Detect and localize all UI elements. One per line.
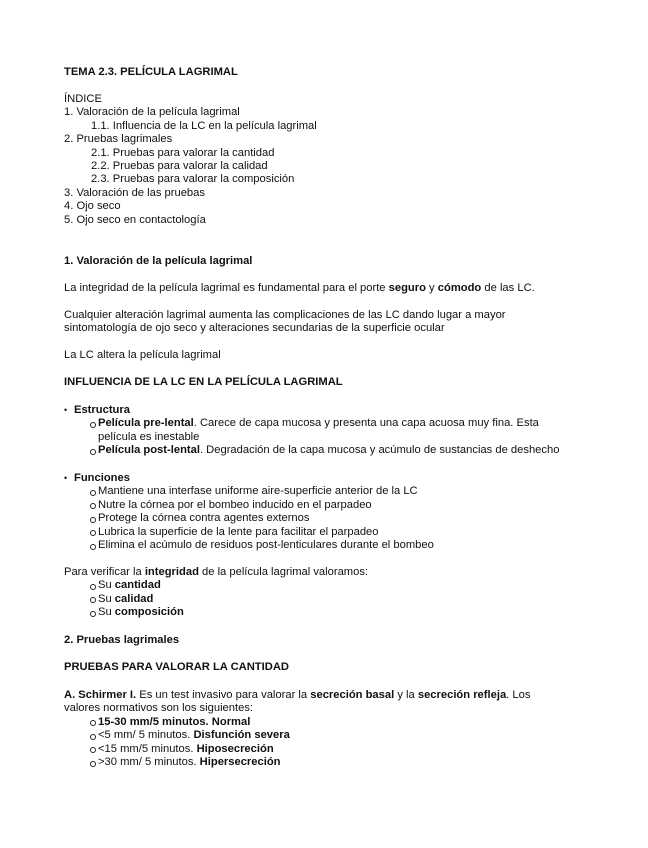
index xyxy=(64,93,608,227)
index-item: 2. Pruebas lagrimales xyxy=(64,133,173,146)
sub-item: Lubrica la superficie de la lente para facilitar el parpadeo xyxy=(64,526,608,539)
sub-item: Su cantidad xyxy=(64,579,608,592)
sub-item: <15 mm/5 minutos. Hiposecreción xyxy=(64,743,608,756)
sub-item: 15-30 mm/5 minutos. Normal xyxy=(64,716,608,729)
sub-item: Película post-lental. Degradación de la capa mucosa y acúmulo de sustancias de deshecho xyxy=(64,444,608,457)
sub-item: <5 mm/ 5 minutos. Disfunción severa xyxy=(64,729,608,742)
estructura-list xyxy=(64,404,608,458)
sub-item: Nutre la córnea por el bombeo inducido en el parpadeo xyxy=(64,499,608,512)
index-item: 3. Valoración de las pruebas xyxy=(64,186,205,199)
sub-item: Mantiene una interfase uniforme aire-superficie anterior de la LC xyxy=(64,485,608,498)
sub-item: Protege la córnea contra agentes externos xyxy=(64,512,608,525)
index-item: 4. Ojo seco xyxy=(64,200,121,213)
index-item: 5. Ojo seco en contactología xyxy=(64,213,206,226)
bullet-item: • Funciones xyxy=(64,472,608,485)
sub-item: Elimina el acúmulo de residuos post-lenticulares durante el bombeo xyxy=(64,539,608,552)
cantidad-heading: PRUEBAS PARA VALORAR LA CANTIDAD xyxy=(64,661,289,673)
sub-item: Su calidad xyxy=(64,593,608,606)
page-title: TEMA 2.3. PELÍCULA LAGRIMAL xyxy=(64,66,238,78)
paragraph: A. Schirmer I. Es un test invasivo para valorar la secreción basal y la secreción refleja. Los valores normativos son los siguientes: xyxy=(64,689,531,715)
index-item: 1. Valoración de la película lagrimal xyxy=(64,106,240,119)
sub-item: >30 mm/ 5 minutos. Hipersecreción xyxy=(64,756,608,769)
index-item: 2.1. Pruebas para valorar la cantidad xyxy=(91,146,275,159)
verificar-block xyxy=(64,566,608,620)
schirmer-block xyxy=(64,689,608,769)
paragraph: Cualquier alteración lagrimal aumenta las complicaciones de las LC dando lugar a mayor sintomatología de ojo seco y alteraciones secundarias de la superficie ocular xyxy=(64,309,506,335)
index-item: 2.2. Pruebas para valorar la calidad xyxy=(91,160,268,173)
index-heading: ÍNDICE xyxy=(64,93,102,105)
paragraph: La LC altera la película lagrimal xyxy=(64,349,221,361)
paragraph: La integridad de la película lagrimal es fundamental para el porte seguro y cómodo de las LC. xyxy=(64,282,535,294)
paragraph: Para verificar la integridad de la película lagrimal valoramos: xyxy=(64,566,369,578)
section-2-heading: 2. Pruebas lagrimales xyxy=(64,634,180,646)
index-item: 2.3. Pruebas para valorar la composición xyxy=(91,173,295,186)
bullet-item: • Estructura xyxy=(64,404,608,417)
section-1-heading: 1. Valoración de la película lagrimal xyxy=(64,255,253,267)
influencia-heading: INFLUENCIA DE LA LC EN LA PELÍCULA LAGRIMAL xyxy=(64,376,343,388)
sub-item: Su composición xyxy=(64,606,608,619)
funciones-list xyxy=(64,472,608,552)
sub-item: Película pre-lental. Carece de capa mucosa y presenta una capa acuosa muy fina. Esta película es inestable xyxy=(64,417,573,444)
index-item: 1.1. Influencia de la LC en la película lagrimal xyxy=(91,119,317,132)
